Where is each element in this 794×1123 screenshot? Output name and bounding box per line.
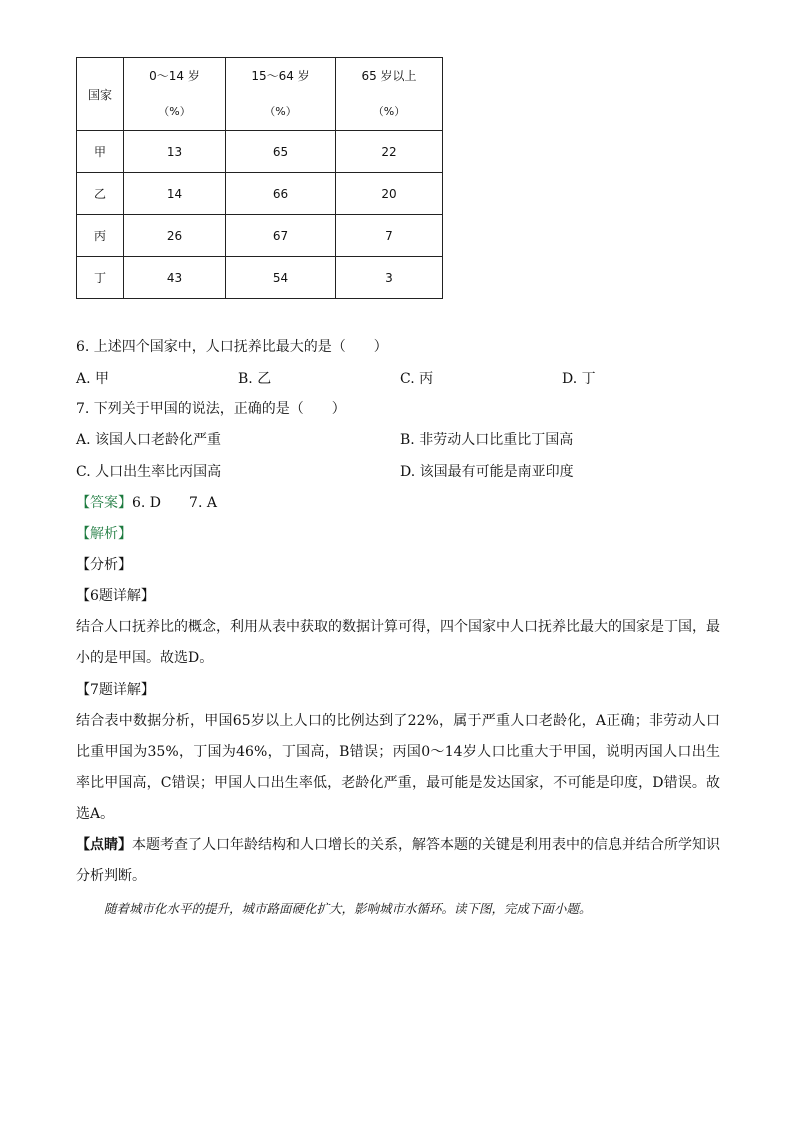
question-7-option-b: B. 非劳动人口比重比丁国高 (400, 432, 574, 448)
answer-6: 6. D (132, 495, 162, 511)
cell-age-65-plus: 20 (336, 173, 443, 215)
question-7-option-a: A. 该国人口老龄化严重 (76, 432, 222, 448)
question-6-option-b: B. 乙 (238, 371, 272, 387)
header-age-65-plus-range: 65 岁以上 (361, 69, 417, 83)
header-age-15-64-unit: （%） (264, 105, 297, 118)
question-7-detail-text: 结合表中数据分析，甲国65岁以上人口的比例达到了22%，属于严重人口老龄化，A正确；非劳动人口比重甲国为35%，丁国为46%，丁国高，B错误；丙国0～14岁人口比重大于甲国，说明丙国人口出生率比甲国高，C错误；甲国人口出生率低，老龄化严重，最可能是发达国家，不可能是印度，D错误。故选A。 (76, 713, 720, 822)
question-6-option-c: C. 丙 (400, 371, 434, 387)
analysis-tag: 【解析】 (76, 526, 132, 542)
cell-age-0-14: 14 (124, 173, 226, 215)
cell-age-15-64: 54 (226, 257, 336, 299)
header-age-0-14 (124, 58, 226, 131)
dianjing-paragraph (76, 830, 720, 892)
table-row (77, 257, 443, 299)
next-question-intro: 随着城市化水平的提升，城市路面硬化扩大，影响城市水循环。读下图，完成下面小题。 (104, 901, 592, 916)
cell-age-15-64: 67 (226, 215, 336, 257)
question-7-detail-tag: 【7题详解】 (76, 682, 155, 698)
question-6-detail-text: 结合人口抚养比的概念，利用从表中获取的数据计算可得，四个国家中人口抚养比最大的国家是丁国，最小的是甲国。故选D。 (76, 619, 720, 666)
table-row (77, 173, 443, 215)
cell-country: 丙 (77, 215, 124, 257)
table-row (77, 131, 443, 173)
question-6-stem: 6. 上述四个国家中，人口抚养比最大的是（ ） (76, 339, 388, 355)
fenxi-tag: 【分析】 (76, 557, 132, 573)
question-7-stem: 7. 下列关于甲国的说法，正确的是（ ） (76, 401, 346, 417)
header-age-65-plus (336, 58, 443, 131)
cell-country: 甲 (77, 131, 124, 173)
cell-age-15-64: 65 (226, 131, 336, 173)
cell-age-0-14: 43 (124, 257, 226, 299)
header-age-0-14-range: 0～14 岁 (149, 69, 200, 83)
cell-age-0-14: 26 (124, 215, 226, 257)
dianjing-tag: 【点睛】 (76, 837, 132, 853)
header-age-15-64-range: 15～64 岁 (251, 69, 310, 83)
table-header-row (77, 58, 443, 131)
cell-country: 丁 (77, 257, 124, 299)
dianjing-text: 本题考查了人口年龄结构和人口增长的关系，解答本题的关键是利用表中的信息并结合所学知识分析判断。 (76, 837, 720, 884)
cell-age-65-plus: 3 (336, 257, 443, 299)
cell-country: 乙 (77, 173, 124, 215)
table-row (77, 215, 443, 257)
question-6-option-d: D. 丁 (562, 371, 596, 387)
header-age-65-plus-unit: （%） (372, 105, 406, 118)
cell-age-65-plus: 7 (336, 215, 443, 257)
cell-age-65-plus: 22 (336, 131, 443, 173)
cell-age-0-14: 13 (124, 131, 226, 173)
header-age-15-64 (226, 58, 336, 131)
answer-tag: 【答案】 (76, 495, 132, 511)
population-age-table (76, 57, 443, 299)
question-6-detail-tag: 【6题详解】 (76, 588, 155, 604)
question-7-option-d: D. 该国最有可能是南亚印度 (400, 464, 574, 480)
header-age-0-14-unit: （%） (158, 105, 191, 118)
answer-line (76, 493, 217, 513)
question-6-option-a: A. 甲 (76, 371, 110, 387)
question-7-option-c: C. 人口出生率比丙国高 (76, 464, 222, 480)
header-country: 国家 (77, 58, 124, 131)
cell-age-15-64: 66 (226, 173, 336, 215)
answer-7: 7. A (189, 495, 217, 511)
